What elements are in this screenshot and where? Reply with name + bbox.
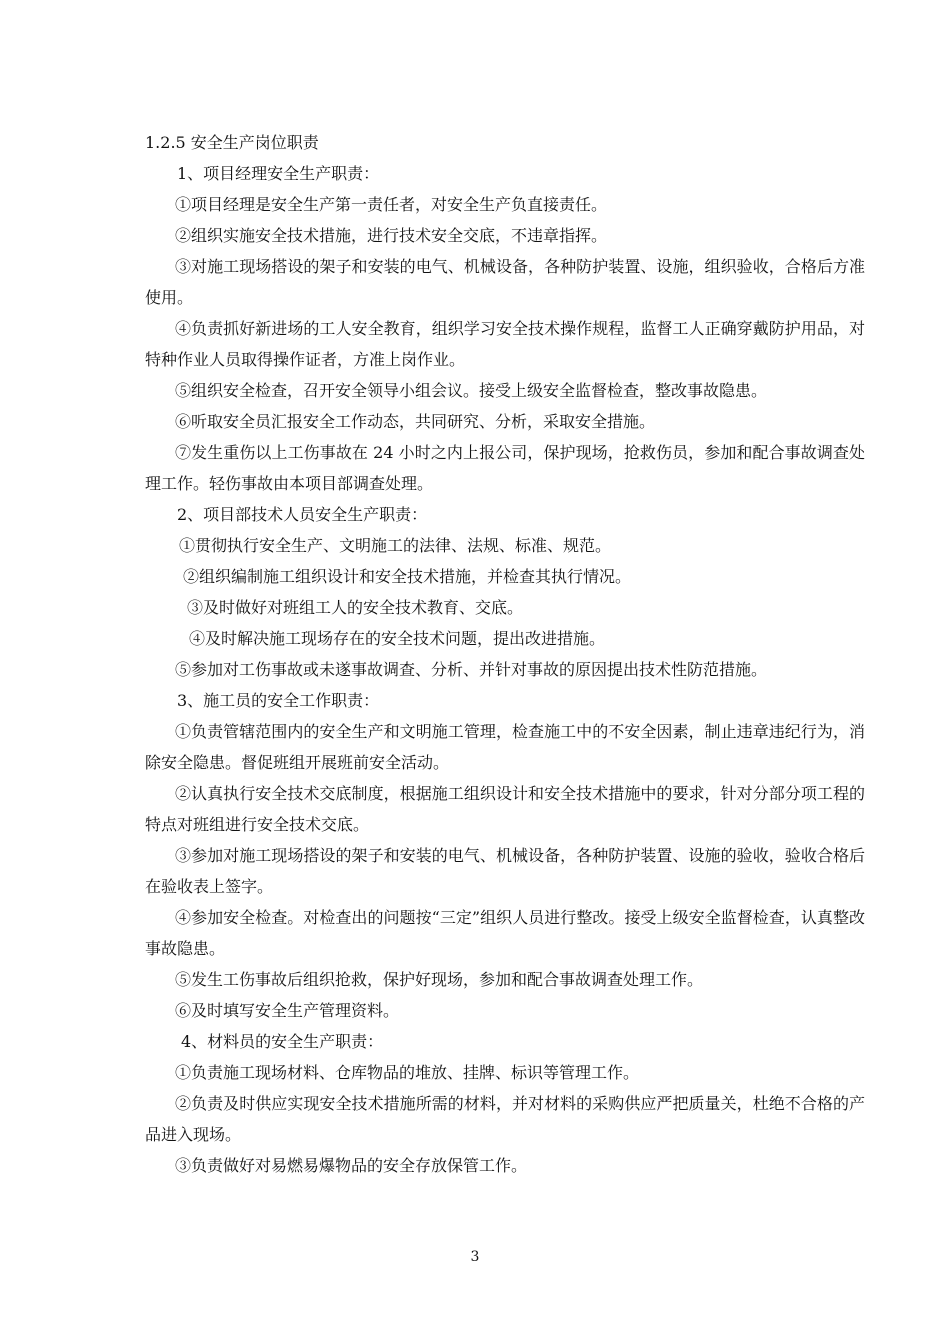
- sec2-item-1: ①贯彻执行安全生产、文明施工的法律、法规、标准、规范。: [179, 536, 612, 555]
- sec4-item-2: ②负责及时供应实现安全技术措施所需的材料，并对材料的采购供应严把质量关，杜绝不合格的产品进入现场。: [145, 1094, 865, 1144]
- sec2-title: 2、项目部技术人员安全生产职责：: [177, 505, 428, 524]
- sec1-item-2: ②组织实施安全技术措施，进行技术安全交底，不违章指挥。: [175, 226, 608, 245]
- sec3-item-4: ④参加安全检查。对检查出的问题按“三定”组织人员进行整改。接受上级安全监督检查，认真整改事故隐患。: [145, 908, 865, 958]
- sec2-item-4: ④及时解决施工现场存在的安全技术问题，提出改进措施。: [189, 629, 606, 648]
- sec2-item-2: ②组织编制施工组织设计和安全技术措施，并检查其执行情况。: [183, 567, 632, 586]
- sec1-item-4: ④负责抓好新进场的工人安全教育，组织学习安全技术操作规程，监督工人正确穿戴防护用品，对特种作业人员取得操作证者，方准上岗作业。: [145, 319, 865, 369]
- document-body: [145, 127, 865, 1181]
- sec1-item-6: ⑥听取安全员汇报安全工作动态，共同研究、分析，采取安全措施。: [175, 412, 656, 431]
- sec1-item-7: ⑦发生重伤以上工伤事故在 24 小时之内上报公司，保护现场，抢救伤员，参加和配合事故调查处理工作。轻伤事故由本项目部调查处理。: [145, 443, 865, 493]
- sec3-item-5: ⑤发生工伤事故后组织抢救，保护好现场，参加和配合事故调查处理工作。: [175, 970, 704, 989]
- sec3-item-3: ③参加对施工现场搭设的架子和安装的电气、机械设备，各种防护装置、设施的验收，验收合格后在验收表上签字。: [145, 846, 865, 896]
- section-heading: 1.2.5 安全生产岗位职责: [145, 133, 319, 152]
- sec4-item-3: ③负责做好对易燃易爆物品的安全存放保管工作。: [175, 1156, 528, 1175]
- sec4-title: 4、材料员的安全生产职责：: [181, 1032, 384, 1051]
- sec3-item-2: ②认真执行安全技术交底制度，根据施工组织设计和安全技术措施中的要求，针对分部分项工程的特点对班组进行安全技术交底。: [145, 784, 865, 834]
- sec2-item-3: ③及时做好对班组工人的安全技术教育、交底。: [187, 598, 524, 617]
- sec2-item-5: ⑤参加对工伤事故或未遂事故调查、分析、并针对事故的原因提出技术性防范措施。: [175, 660, 768, 679]
- sec3-item-1: ①负责管辖范围内的安全生产和文明施工管理，检查施工中的不安全因素，制止违章违纪行为，消除安全隐患。督促班组开展班前安全活动。: [145, 722, 865, 772]
- sec4-item-1: ①负责施工现场材料、仓库物品的堆放、挂牌、标识等管理工作。: [175, 1063, 640, 1082]
- sec3-item-6: ⑥及时填写安全生产管理资料。: [175, 1001, 400, 1020]
- page-number: 3: [470, 1249, 480, 1265]
- sec1-item-3: ③对施工现场搭设的架子和安装的电气、机械设备，各种防护装置、设施，组织验收，合格后方准使用。: [145, 257, 865, 307]
- sec3-title: 3、施工员的安全工作职责：: [177, 691, 380, 710]
- sec1-item-1: ①项目经理是安全生产第一责任者，对安全生产负直接责任。: [175, 195, 608, 214]
- sec1-item-5: ⑤组织安全检查，召开安全领导小组会议。接受上级安全监督检查，整改事故隐患。: [175, 381, 768, 400]
- sec1-title: 1、项目经理安全生产职责：: [177, 164, 380, 183]
